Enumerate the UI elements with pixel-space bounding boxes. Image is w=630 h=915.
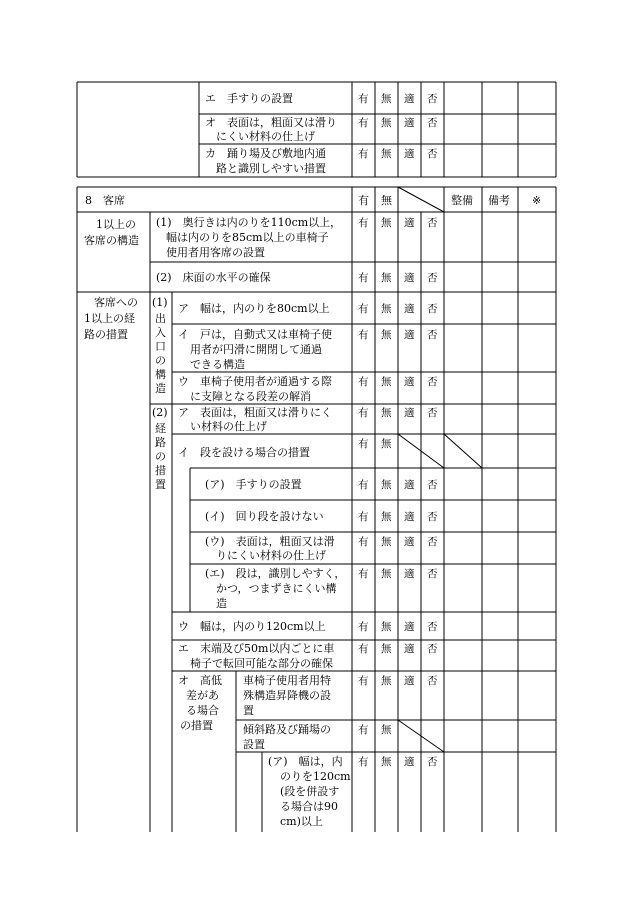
mark-no: 無 <box>381 511 392 523</box>
sub1-label-char: の <box>155 354 166 367</box>
sub2-b-label: イ 段を設ける場合の措置 <box>178 446 310 459</box>
top-item-ka-line2: 路と識別しやすい措置 <box>216 162 326 175</box>
sub1-item-i-line1: イ 戸は，自動式又は車椅子使 <box>178 328 332 341</box>
mark-yes: 有 <box>358 568 369 580</box>
mark-no: 無 <box>381 479 392 491</box>
section-title: 8 客席 <box>85 194 125 207</box>
mark-ok: 適 <box>404 621 415 633</box>
sub2-a-line2: い材料の仕上げ <box>190 420 267 433</box>
step-item-a: (ア) 手すりの設置 <box>205 478 302 491</box>
mark-ok: 適 <box>404 407 415 419</box>
mark-no: 無 <box>381 643 392 655</box>
mark-yes: 有 <box>358 724 369 736</box>
mark-yes: 有 <box>358 303 369 315</box>
top-item-ka-line1: カ 踊り場及び敷地内通 <box>205 147 326 160</box>
group1-item1-line3: 使用者用客席の設置 <box>166 246 265 259</box>
step-item-u-line2: りにくい材料の仕上げ <box>216 549 326 562</box>
mark-yes: 有 <box>358 329 369 341</box>
mark-ng: 否 <box>427 376 438 388</box>
mark-ok: 適 <box>404 303 415 315</box>
sub2-label-char: の <box>155 450 166 463</box>
mark-yes: 有 <box>358 407 369 419</box>
mark-ng: 否 <box>427 643 438 655</box>
mark-yes: 有 <box>358 272 369 284</box>
mark-no: 無 <box>381 117 392 129</box>
ramp-item-line: (段を併設す <box>280 785 340 798</box>
sub2-c: ウ 幅は，内のり120cm以上 <box>178 620 326 633</box>
mark-ng: 否 <box>427 272 438 284</box>
ramp-item-line: る場合は90 <box>280 800 338 813</box>
mark-ok: 適 <box>404 217 415 229</box>
mark-no: 無 <box>381 438 392 450</box>
mark-yes: 有 <box>358 117 369 129</box>
sub2-label-char: 置 <box>155 478 166 491</box>
sub1-label-char: 造 <box>155 382 166 395</box>
lift-line1: 車椅子使用者用特 <box>243 674 331 687</box>
sub1-label-char: 口 <box>155 340 166 353</box>
mark-ng: 否 <box>427 621 438 633</box>
mark-yes: 有 <box>358 643 369 655</box>
group1-item1-line2: 幅は内のりを85cm以上の車椅子 <box>166 231 329 244</box>
mark-no: 無 <box>381 675 392 687</box>
mark-ok: 適 <box>404 148 415 160</box>
sub2-e-label: 差があ <box>186 689 219 702</box>
mark-yes: 有 <box>358 479 369 491</box>
sub2-label-char: 措 <box>155 464 166 477</box>
top-item-e: エ 手すりの設置 <box>205 92 293 105</box>
mark-no: 無 <box>381 568 392 580</box>
sub2-d-line2: 椅子で転回可能な部分の確保 <box>190 657 333 670</box>
mark-ok: 適 <box>404 511 415 523</box>
mark-yes: 有 <box>358 376 369 388</box>
mark-ng: 否 <box>427 303 438 315</box>
mark-no: 無 <box>381 329 392 341</box>
ramp-item-line: cm)以上 <box>280 815 323 828</box>
top-item-o-line2: にくい材料の仕上げ <box>216 130 315 143</box>
mark-ok: 適 <box>404 675 415 687</box>
mark-ng: 否 <box>427 511 438 523</box>
header-no: 無 <box>381 194 392 207</box>
ramp-item-line: のりを120cm <box>280 770 351 783</box>
sub2-e-label: オ 高低 <box>178 674 222 687</box>
group2-label-line3: 路の措置 <box>84 328 128 341</box>
group1-label-line2: 客席の構造 <box>84 234 139 247</box>
header-note: ※ <box>532 194 542 207</box>
sub2-label-char: 経 <box>155 422 166 435</box>
group2-label-line1: 客席への <box>94 296 138 309</box>
sub1-label-char: 構 <box>155 368 166 381</box>
mark-no: 無 <box>381 93 392 105</box>
mark-ng: 否 <box>427 479 438 491</box>
group1-label-line1: 1以上の <box>96 218 136 231</box>
mark-no: 無 <box>381 756 392 768</box>
mark-yes: 有 <box>358 511 369 523</box>
sub2-label-char: 路 <box>155 436 166 449</box>
sub1-item-a: ア 幅は，内のりを80cm以上 <box>178 302 330 315</box>
sub1-item-i-line2: 用者が円滑に開閉して通過 <box>190 343 322 356</box>
group1-item2: (2) 床面の水平の確保 <box>156 271 271 284</box>
mark-ok: 適 <box>404 536 415 548</box>
mark-ok: 適 <box>404 643 415 655</box>
ramp-item-line: (ア) 幅は，内 <box>268 755 343 768</box>
sub1-item-u-line2: に支障となる段差の解消 <box>190 390 311 403</box>
mark-no: 無 <box>381 724 392 736</box>
mark-yes: 有 <box>358 93 369 105</box>
step-item-i: (イ) 回り段を設けない <box>205 510 324 523</box>
mark-yes: 有 <box>358 217 369 229</box>
mark-ng: 否 <box>427 93 438 105</box>
step-item-e-line1: (エ) 段は，識別しやすく， <box>205 567 346 580</box>
mark-ok: 適 <box>404 117 415 129</box>
top-item-o-line1: オ 表面は，粗面又は滑り <box>205 116 337 129</box>
mark-no: 無 <box>381 536 392 548</box>
mark-yes: 有 <box>358 756 369 768</box>
mark-no: 無 <box>381 148 392 160</box>
group2-label-line2: 1以上の経 <box>84 312 135 325</box>
ramp-line1: 傾斜路及び踊場の <box>243 723 331 736</box>
step-item-e-line2: かつ，つまずきにくい構 <box>216 582 337 595</box>
mark-yes: 有 <box>358 438 369 450</box>
header-yes: 有 <box>358 194 369 207</box>
mark-yes: 有 <box>358 675 369 687</box>
mark-ng: 否 <box>427 329 438 341</box>
mark-no: 無 <box>381 217 392 229</box>
sub2-num: (2) <box>152 406 168 419</box>
sub2-e-label: の措置 <box>180 719 213 732</box>
sub1-item-i-line3: できる構造 <box>190 358 245 371</box>
mark-ok: 適 <box>404 93 415 105</box>
lift-line2: 殊構造昇降機の設 <box>243 689 331 702</box>
sub1-item-u-line1: ウ 車椅子使用者が通過する際 <box>178 375 332 388</box>
mark-no: 無 <box>381 621 392 633</box>
mark-yes: 有 <box>358 536 369 548</box>
mark-ok: 適 <box>404 376 415 388</box>
step-item-u-line1: (ウ) 表面は，粗面又は滑 <box>205 535 335 548</box>
mark-ng: 否 <box>427 536 438 548</box>
ramp-line2: 設置 <box>243 738 265 751</box>
lift-line3: 置 <box>243 704 254 717</box>
header-remarks: 備考 <box>488 194 510 207</box>
sub2-d-line1: エ 末端及び50m以内ごとに車 <box>178 642 335 655</box>
mark-yes: 有 <box>358 148 369 160</box>
mark-ng: 否 <box>427 756 438 768</box>
group1-item1-line1: (1) 奥行きは内のりを110cm以上， <box>156 216 342 229</box>
header-maintenance: 整備 <box>451 194 473 207</box>
mark-ok: 適 <box>404 568 415 580</box>
mark-no: 無 <box>381 272 392 284</box>
mark-no: 無 <box>381 376 392 388</box>
mark-ok: 適 <box>404 272 415 284</box>
mark-ng: 否 <box>427 217 438 229</box>
mark-ok: 適 <box>404 756 415 768</box>
step-item-e-line3: 造 <box>216 597 227 610</box>
mark-yes: 有 <box>358 621 369 633</box>
mark-ng: 否 <box>427 407 438 419</box>
mark-ng: 否 <box>427 675 438 687</box>
mark-ok: 適 <box>404 479 415 491</box>
mark-ok: 適 <box>404 329 415 341</box>
sub1-num: (1) <box>152 296 168 309</box>
mark-no: 無 <box>381 407 392 419</box>
mark-ng: 否 <box>427 568 438 580</box>
mark-no: 無 <box>381 303 392 315</box>
sub1-label-char: 入 <box>155 326 166 339</box>
mark-ng: 否 <box>427 148 438 160</box>
sub1-label-char: 出 <box>155 312 166 325</box>
sub2-a-line1: ア 表面は，粗面又は滑りにく <box>178 406 332 419</box>
sub2-e-label: る場合 <box>186 704 219 717</box>
mark-ng: 否 <box>427 117 438 129</box>
table-grid <box>77 82 556 832</box>
